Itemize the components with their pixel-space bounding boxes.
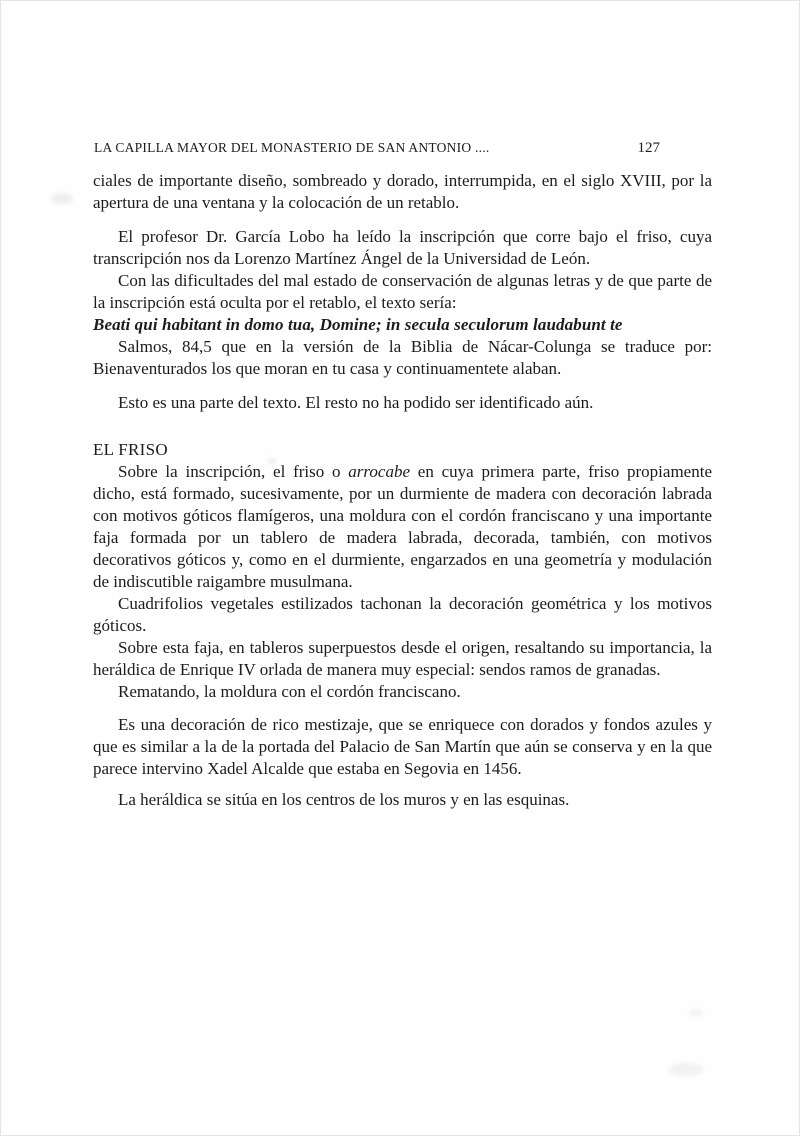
- running-title: LA CAPILLA MAYOR DEL MONASTERIO DE SAN ANTONIO ....: [94, 140, 490, 155]
- latin-quote: Beati qui habitant in domo tua, Domine; in secula seculorum laudabunt te: [93, 315, 623, 334]
- paragraph-friso-text-continued: en cuya primera parte, friso propiamente dicho, está formado, sucesivamente, por un durmiente de madera con decoración labrada con motivos góticos flamígeros, una moldura con el cordón franciscano y una importante faja formada por un tablero de madera labrada, decorada, también, con motivos decorativos góticos y, como en el durmiente, engarzados en una geometría y modulación de indiscutible raigambre musulmana.: [93, 462, 712, 591]
- scan-artifact: [689, 1009, 703, 1017]
- paragraph-salmos: Salmos, 84,5 que en la versión de la Biblia de Nácar-Colunga se traduce por: Bienaventurados los que moran en tu casa y continuamentete alaban.: [93, 337, 712, 378]
- scan-artifact: [267, 458, 276, 464]
- section-heading-el-friso: EL FRISO: [93, 440, 168, 459]
- page-body: [93, 170, 712, 811]
- scan-artifact: [669, 1063, 703, 1076]
- paragraph-dificultades: Con las dificultades del mal estado de conservación de algunas letras y de que parte de la inscripción está oculta por el retablo, el texto sería:: [93, 271, 712, 312]
- paragraph-profesor: El profesor Dr. García Lobo ha leído la inscripción que corre bajo el friso, cuya transcripción nos da Lorenzo Martínez Ángel de la Universidad de León.: [93, 227, 712, 268]
- term-arrocabe: arrocabe: [348, 462, 410, 481]
- page-number: 127: [637, 140, 660, 156]
- paragraph-friso: [93, 461, 712, 593]
- paragraph-continuation: ciales de importante diseño, sombreado y dorado, interrumpida, en el siglo XVIII, por la apertura de una ventana y la colocación de un retablo.: [93, 171, 712, 212]
- paragraph-friso-text: Sobre la inscripción, el friso o: [118, 462, 349, 481]
- paragraph-heraldica: La heráldica se sitúa en los centros de los muros y en las esquinas.: [118, 790, 570, 809]
- paragraph-cuadrifolios: Cuadrifolios vegetales estilizados tachonan la decoración geométrica y los motivos góticos.: [93, 594, 712, 635]
- paragraph-sobre-faja: Sobre esta faja, en tableros superpuestos desde el origen, resaltando su importancia, la heráldica de Enrique IV orlada de manera muy especial: sendos ramos de granadas.: [93, 638, 712, 679]
- paragraph-esto: Esto es una parte del texto. El resto no ha podido ser identificado aún.: [118, 393, 594, 412]
- paragraph-rematando: Rematando, la moldura con el cordón franciscano.: [118, 682, 461, 701]
- page-header: [94, 140, 660, 157]
- paragraph-decoracion: Es una decoración de rico mestizaje, que se enriquece con dorados y fondos azules y que es similar a la de la portada del Palacio de San Martín que aún se conserva y en la que parece intervino Xadel Alcalde que estaba en Segovia en 1456.: [93, 715, 712, 778]
- scan-artifact: [51, 193, 73, 204]
